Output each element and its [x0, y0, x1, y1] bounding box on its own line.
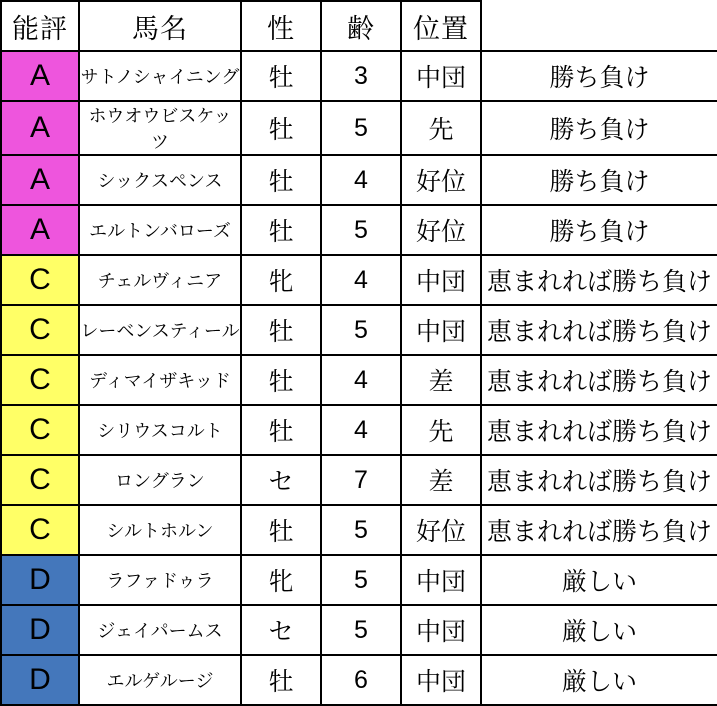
cell-position: 中団 [401, 255, 481, 305]
cell-age: 3 [321, 51, 401, 101]
cell-sex: 牡 [241, 355, 321, 405]
cell-note: 勝ち負け [481, 101, 717, 155]
cell-note: 恵まれれば勝ち負け [481, 405, 717, 455]
column-header-position: 位置 [401, 1, 481, 51]
table-row [1, 555, 717, 605]
cell-rank: A [1, 51, 79, 101]
cell-name: シルトホルン [79, 505, 241, 555]
cell-sex: 牡 [241, 405, 321, 455]
cell-sex: 牡 [241, 505, 321, 555]
cell-age: 5 [321, 555, 401, 605]
cell-position: 差 [401, 455, 481, 505]
cell-name: エルゲルージ [79, 655, 241, 705]
cell-age: 5 [321, 101, 401, 155]
column-header-age: 齢 [321, 1, 401, 51]
cell-position: 中団 [401, 51, 481, 101]
table-row [1, 155, 717, 205]
cell-age: 5 [321, 605, 401, 655]
cell-age: 5 [321, 205, 401, 255]
cell-sex: 牡 [241, 655, 321, 705]
table-row [1, 205, 717, 255]
cell-position: 好位 [401, 155, 481, 205]
cell-rank: C [1, 305, 79, 355]
cell-name: レーベンスティール [79, 305, 241, 355]
cell-sex: セ [241, 455, 321, 505]
cell-position: 差 [401, 355, 481, 405]
cell-name: チェルヴィニア [79, 255, 241, 305]
cell-rank: A [1, 155, 79, 205]
cell-position: 中団 [401, 655, 481, 705]
cell-note: 恵まれれば勝ち負け [481, 255, 717, 305]
cell-sex: 牡 [241, 205, 321, 255]
cell-note: 恵まれれば勝ち負け [481, 355, 717, 405]
cell-name: エルトンバローズ [79, 205, 241, 255]
table-row [1, 505, 717, 555]
cell-note: 勝ち負け [481, 51, 717, 101]
cell-position: 好位 [401, 205, 481, 255]
cell-age: 4 [321, 155, 401, 205]
cell-rank: C [1, 505, 79, 555]
cell-sex: 牡 [241, 155, 321, 205]
cell-age: 7 [321, 455, 401, 505]
cell-rank: C [1, 455, 79, 505]
cell-position: 中団 [401, 605, 481, 655]
cell-rank: C [1, 255, 79, 305]
cell-note: 厳しい [481, 655, 717, 705]
cell-note: 厳しい [481, 605, 717, 655]
header-row [1, 1, 717, 51]
column-header-note [481, 1, 717, 51]
column-header-name: 馬名 [79, 1, 241, 51]
cell-name: ラファドゥラ [79, 555, 241, 605]
cell-name: シリウスコルト [79, 405, 241, 455]
table-row [1, 51, 717, 101]
cell-rank: C [1, 405, 79, 455]
cell-position: 先 [401, 405, 481, 455]
cell-age: 4 [321, 355, 401, 405]
cell-position: 好位 [401, 505, 481, 555]
cell-sex: 牡 [241, 51, 321, 101]
table-row [1, 605, 717, 655]
cell-name: ホウオウビスケッツ [79, 101, 241, 155]
cell-name: ロングラン [79, 455, 241, 505]
table-body [1, 51, 717, 705]
cell-position: 中団 [401, 555, 481, 605]
column-header-sex: 性 [241, 1, 321, 51]
cell-sex: 牡 [241, 305, 321, 355]
cell-age: 5 [321, 505, 401, 555]
column-header-rank: 能評 [1, 1, 79, 51]
cell-note: 勝ち負け [481, 155, 717, 205]
cell-rank: C [1, 355, 79, 405]
cell-age: 6 [321, 655, 401, 705]
table-row [1, 455, 717, 505]
cell-note: 恵まれれば勝ち負け [481, 505, 717, 555]
cell-note: 恵まれれば勝ち負け [481, 455, 717, 505]
cell-sex: 牝 [241, 255, 321, 305]
cell-rank: D [1, 605, 79, 655]
cell-age: 4 [321, 405, 401, 455]
cell-rank: A [1, 101, 79, 155]
cell-name: ディマイザキッド [79, 355, 241, 405]
cell-position: 先 [401, 101, 481, 155]
cell-age: 4 [321, 255, 401, 305]
cell-note: 勝ち負け [481, 205, 717, 255]
table-row [1, 101, 717, 155]
table-row [1, 355, 717, 405]
table-header [1, 1, 717, 51]
cell-age: 5 [321, 305, 401, 355]
table-row [1, 405, 717, 455]
cell-rank: A [1, 205, 79, 255]
cell-name: ジェイパームス [79, 605, 241, 655]
cell-sex: 牝 [241, 555, 321, 605]
cell-rank: D [1, 655, 79, 705]
cell-note: 恵まれれば勝ち負け [481, 305, 717, 355]
cell-note: 厳しい [481, 555, 717, 605]
cell-name: サトノシャイニング [79, 51, 241, 101]
cell-position: 中団 [401, 305, 481, 355]
table-row [1, 655, 717, 705]
cell-name: シックスペンス [79, 155, 241, 205]
cell-sex: セ [241, 605, 321, 655]
cell-rank: D [1, 555, 79, 605]
table-row [1, 305, 717, 355]
cell-sex: 牡 [241, 101, 321, 155]
table-row [1, 255, 717, 305]
